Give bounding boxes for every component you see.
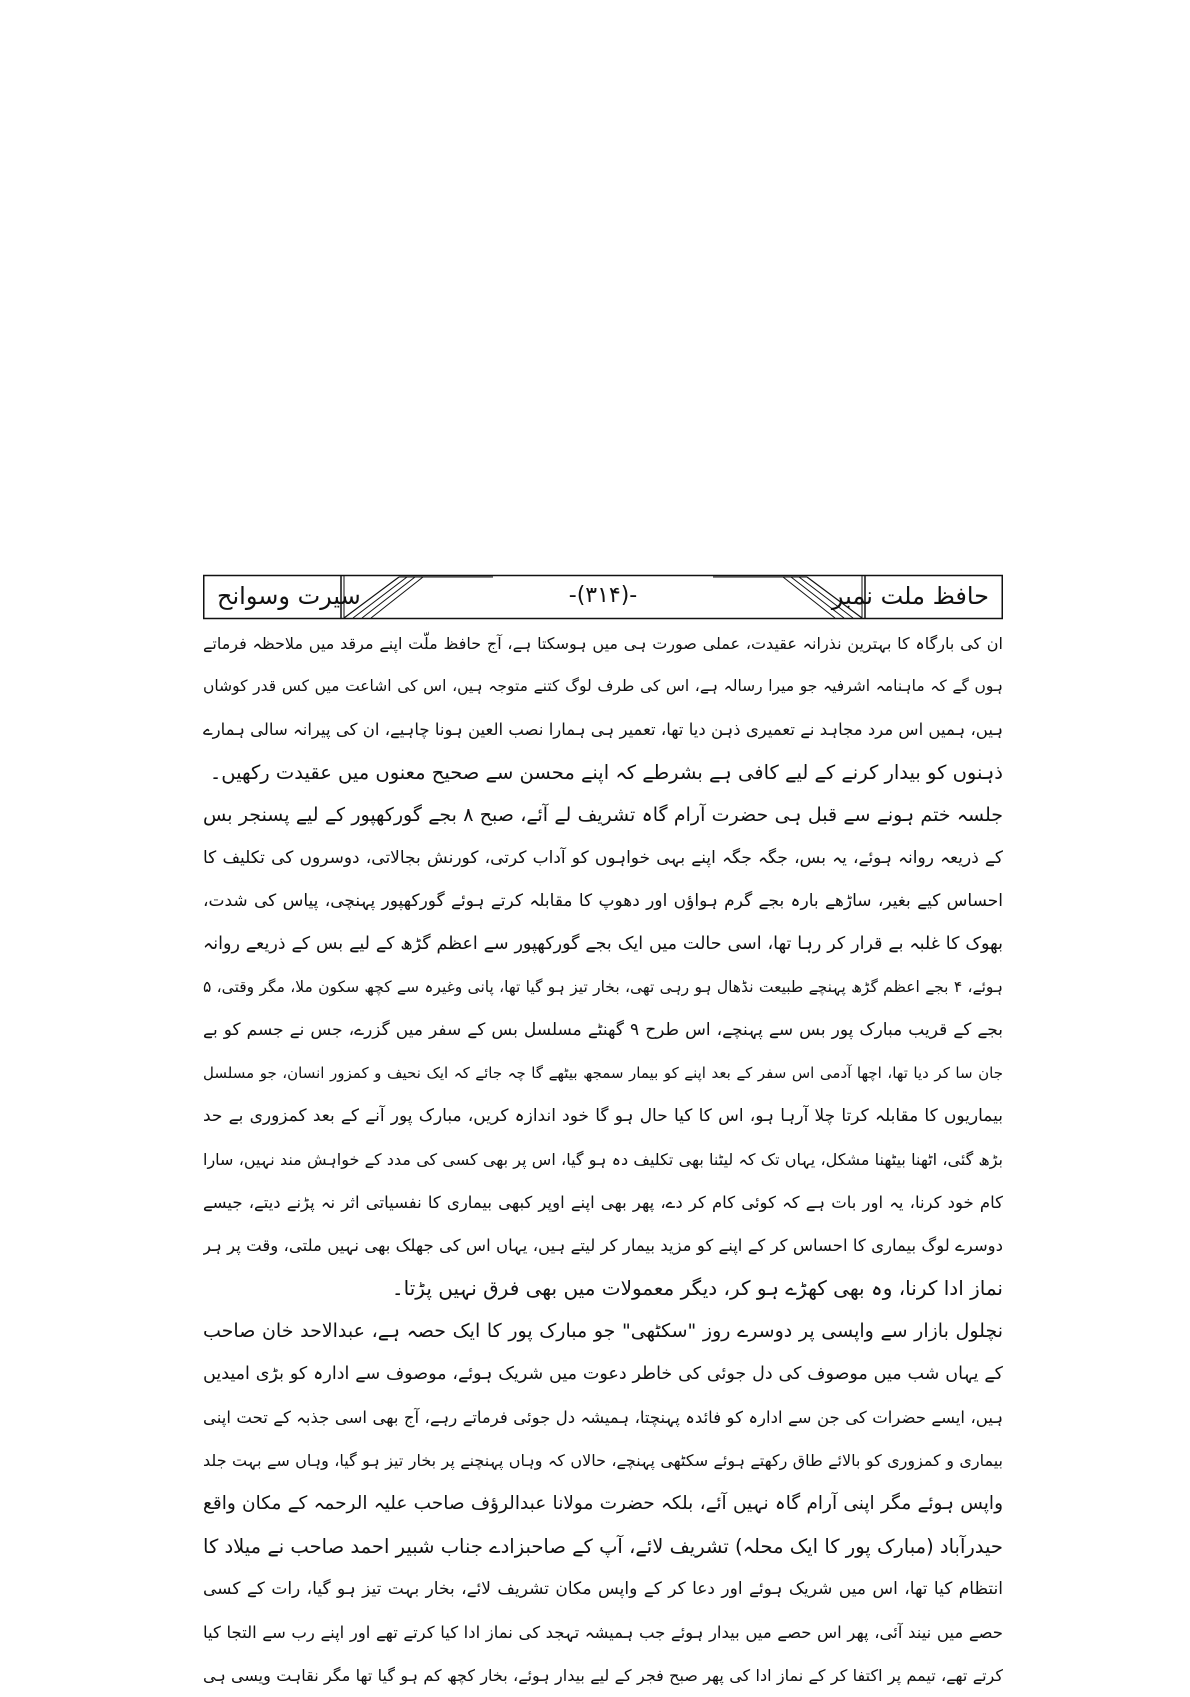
text-line: ذہنوں کو بیدار کرنے کے لیے کافی ہے بشرطے کہ اپنے محسن سے صحیح معنوں میں عقیدت رکھیں۔ bbox=[209, 761, 1003, 784]
text-line: انتظام کیا تھا، اس میں شریک ہوئے اور دعا کر کے واپس مکان تشریف لائے، بخار بہت تیز ہو گیا، رات کے کسی bbox=[203, 1579, 1003, 1599]
text-line: بیماریوں کا مقابلہ کرتا چلا آرہا ہو، اس کا کیا حال ہو گا خود اندازہ کریں، مبارک پور آنے کے بعد کمزوری بے حد bbox=[203, 1106, 1003, 1126]
text-line: جان سا کر دیا تھا، اچھا آدمی اس سفر کے بعد اپنے کو بیمار سمجھ بیٹھے گا چہ جائے کہ ایک نحیف و کمزور انسان، جو مسلسل bbox=[203, 1064, 1003, 1082]
magazine-title: حافظ ملت نمبر bbox=[831, 582, 989, 610]
text-line: حیدرآباد (مبارک پور کا ایک محلہ) تشریف لائے، آپ کے صاحبزادے جناب شبیر احمد صاحب نے میلاد کا bbox=[203, 1535, 1003, 1558]
section-title: سیرت وسوانح bbox=[217, 582, 361, 610]
page-header bbox=[203, 575, 1003, 619]
text-line: ہوئے، ۴ بجے اعظم گڑھ پہنچے طبیعت نڈھال ہو رہی تھی، بخار تیز ہو گیا تھا، پانی وغیرہ سے کچھ سکون ملا، مگر وقتی، ۵ bbox=[203, 978, 1003, 996]
text-line: ہیں، ایسے حضرات کی جن سے ادارہ کو فائدہ پہنچتا، ہمیشہ دل جوئی فرماتے رہے، آج بھی اسی جذبہ کے تحت اپنی bbox=[203, 1408, 1003, 1427]
text-line: حصے میں نیند آئی، پھر اس حصے میں بیدار ہوئے جب ہمیشہ تہجد کی نماز ادا کیا کرتے تھے اور اپنے رب سے التجا کیا bbox=[203, 1623, 1003, 1642]
text-line: ہوں گے کہ ماہنامہ اشرفیہ جو میرا رسالہ ہے، اس کی طرف لوگ کتنے متوجہ ہیں، اس کی اشاعت میں کس قدر کوشاں bbox=[203, 677, 1003, 695]
article-body bbox=[203, 622, 1003, 1697]
text-line: بیماری و کمزوری کو بالائے طاق رکھتے ہوئے سکٹھی پہنچے، حالاں کہ وہاں پہنچنے پر بخار تیز ہو گیا، وہاں سے بہت جلد bbox=[203, 1451, 1003, 1470]
text-line: نچلول بازار سے واپسی پر دوسرے روز "سکٹھی" جو مبارک پور کا ایک حصہ ہے، عبدالاحد خان صاحب bbox=[203, 1320, 1003, 1342]
text-line: احساس کیے بغیر، ساڑھے بارہ بجے گرم ہواؤں اور دھوپ کا مقابلہ کرتے ہوئے گورکھپور پہنچی، پیاس کی شدت، bbox=[203, 891, 1003, 911]
text-line: کے یہاں شب میں موصوف کی دل جوئی کی خاطر دعوت میں شریک ہوئے، موصوف سے ادارہ کو بڑی امیدیں bbox=[203, 1364, 1003, 1384]
text-line: بڑھ گئی، اٹھنا بیٹھنا مشکل، یہاں تک کہ لیٹنا بھی تکلیف دہ ہو گیا، اس پر بھی کسی کی مدد کے خواہش مند نہیں، سارا bbox=[203, 1150, 1003, 1169]
text-line: کام خود کرنا، یہ اور بات ہے کہ کوئی کام کر دے، پھر بھی اپنے اوپر کبھی بیماری کا نفسیاتی اثر نہ پڑنے دیتے، جیسے bbox=[203, 1193, 1003, 1212]
text-line: ہیں، ہمیں اس مرد مجاہد نے تعمیری ذہن دیا تھا، تعمیر ہی ہمارا نصب العین ہونا چاہیے، ان کی پیرانہ سالی ہمارے bbox=[203, 720, 1003, 739]
text-line: دوسرے لوگ بیماری کا احساس کر کے اپنے کو مزید بیمار کر لیتے ہیں، یہاں اس کی جھلک بھی نہیں ملتی، وقت پر ہر bbox=[203, 1236, 1003, 1255]
text-line: کرتے تھے، تیمم پر اکتفا کر کے نماز ادا کی پھر صبح فجر کے لیے بیدار ہوئے، بخار کچھ کم ہو گیا تھا مگر نقاہت ویسی ہی bbox=[203, 1666, 1003, 1685]
text-line: ان کی بارگاہ کا بہترین نذرانہ عقیدت، عملی صورت ہی میں ہوسکتا ہے، آج حافظ ملّت اپنے مرقد میں ملاحظہ فرماتے bbox=[203, 634, 1003, 653]
page-number: -(۳۱۴)- bbox=[568, 583, 638, 608]
text-line: کے ذریعہ روانہ ہوئے، یہ بس، جگہ جگہ اپنے بہی خواہوں کو آداب کرتی، کورنش بجالاتی، دوسروں کی تکلیف کا bbox=[203, 848, 1003, 868]
text-line: جلسہ ختم ہونے سے قبل ہی حضرت آرام گاہ تشریف لے آئے، صبح ۸ بجے گورکھپور کے لیے پسنجر بس bbox=[203, 804, 1003, 826]
text-line: نماز ادا کرنا، وہ بھی کھڑے ہو کر، دیگر معمولات میں بھی فرق نہیں پڑتا۔ bbox=[391, 1276, 1003, 1300]
text-line: بھوک کا غلبہ بے قرار کر رہا تھا، اسی حالت میں ایک بجے گورکھپور سے اعظم گڑھ کے لیے بس کے ذریعے روانہ bbox=[203, 934, 1003, 954]
text-line: بجے کے قریب مبارک پور بس سے پہنچے، اس طرح ۹ گھنٹے مسلسل بس کے سفر میں گزرے، جس نے جسم کو بے bbox=[203, 1020, 1003, 1040]
text-line: واپس ہوئے مگر اپنی آرام گاہ نہیں آئے، بلکہ حضرت مولانا عبدالرؤف صاحب علیہ الرحمہ کے مکان واقع bbox=[203, 1493, 1003, 1514]
